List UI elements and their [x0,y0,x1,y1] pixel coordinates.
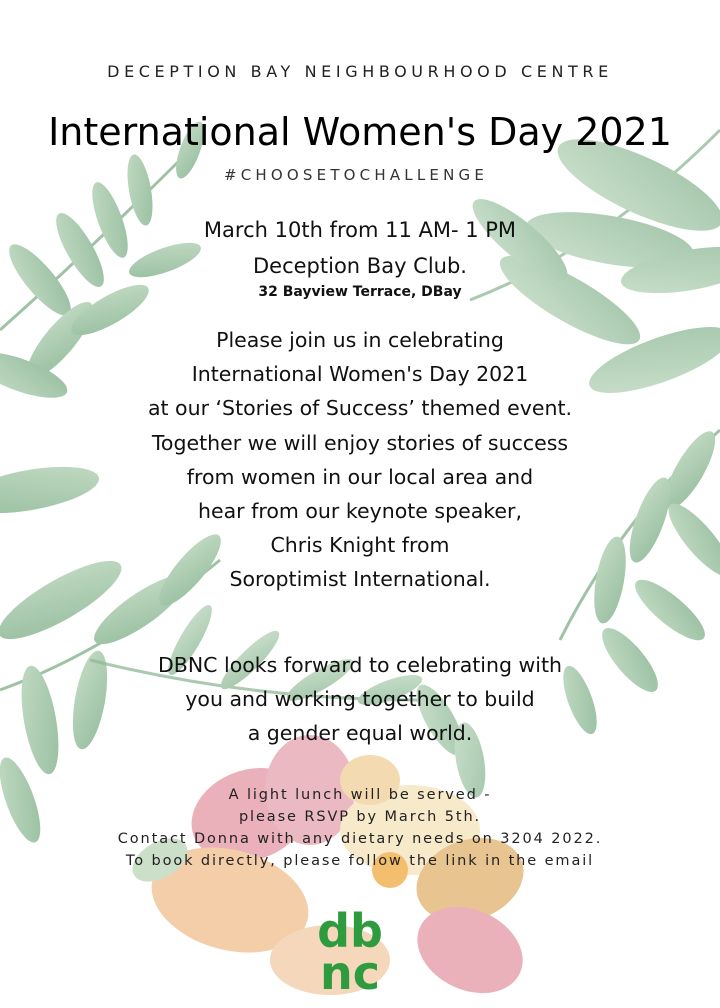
footer-line: To book directly, please follow the link in the email [125,853,595,869]
invitation-line: from women in our local area and [186,464,534,489]
organization-name: DECEPTION BAY NEIGHBOURHOOD CENTRE [107,62,613,81]
invitation-line: hear from our keynote speaker, [198,498,522,523]
invitation-line: International Women's Day 2021 [191,362,529,387]
dbnc-logo [300,905,400,995]
event-venue: Deception Bay Club. [253,254,467,278]
invitation-line: Please join us in celebrating [216,328,504,352]
footer-line: Contact Donna with any dietary needs on 3204 2022. [117,831,603,847]
invitation-line: at our ‘Stories of Success’ themed event. [147,396,573,421]
closing-line: you and working together to build [185,687,535,712]
hashtag: #CHOOSETOCHALLENGE [223,166,489,184]
footer-line: please RSVP by March 5th. [238,809,482,825]
closing-text [0,648,720,751]
invitation-line: Soroptimist International. [229,567,491,592]
invitation-line: Together we will enjoy stories of success [151,430,569,455]
event-address: 32 Bayview Terrace, DBay [258,284,462,300]
closing-line: DBNC looks forward to celebrating with [157,653,562,677]
rsvp-info [0,784,720,872]
logo-bottom-letters: nc [319,946,381,995]
event-title: International Women's Day 2021 [48,110,672,154]
closing-line: a gender equal world. [247,721,473,746]
event-date-time: March 10th from 11 AM- 1 PM [203,218,517,242]
invitation-line: Chris Knight from [270,533,450,558]
logo-top-letters: db [317,905,383,958]
footer-line: A light lunch will be served - [228,787,492,803]
invitation-text [0,323,720,597]
